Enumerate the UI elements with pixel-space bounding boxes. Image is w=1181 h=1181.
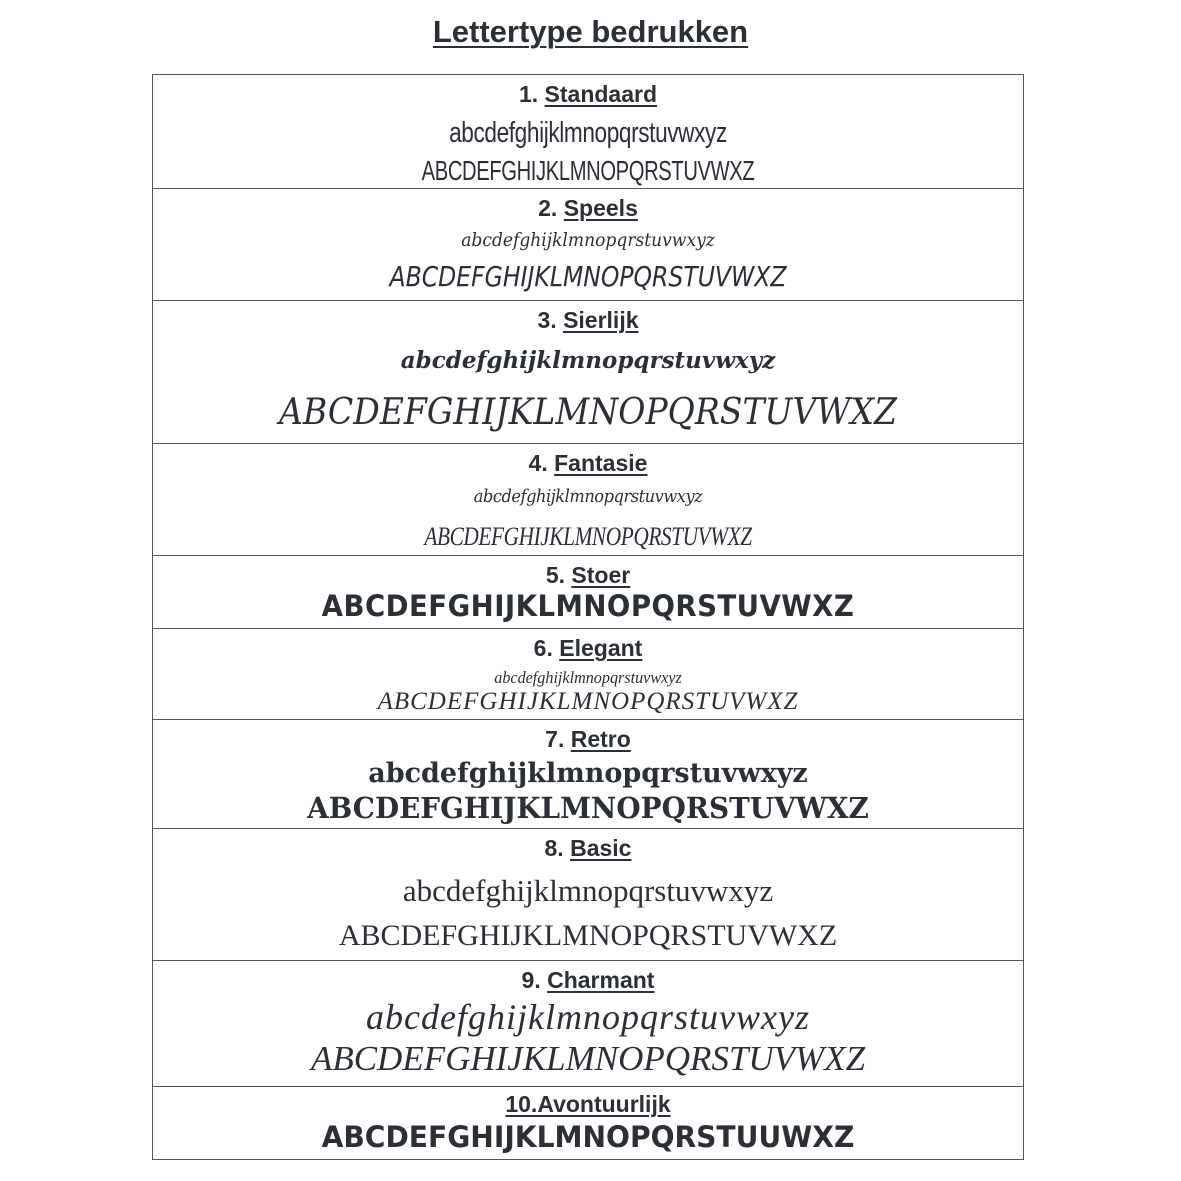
uppercase-sample: ABCDEFGHIJKLMNOPQRSTUVWXZ [321,589,855,623]
font-row-retro [153,720,1023,829]
row-name: Fantasie [554,450,648,476]
row-number: 8. [544,835,564,861]
row-heading [153,564,1023,587]
uppercase-sample: ABCDEFGHIJKLMNOPQRSTUVWXZ [338,919,838,952]
row-name: Stoer [571,562,631,588]
font-row-standaard [153,75,1023,189]
lowercase-sample: abcdefghijklmnopqrstuvwxyz [461,229,715,251]
uppercase-sample: ABCDEFGHIJKLMNOPQRSTUVWXZ [424,522,752,551]
row-heading [153,309,1023,332]
row-name: Sierlijk [563,307,639,333]
font-row-avontuurlijk [153,1087,1023,1159]
uppercase-sample: ABCDEFGHIJKLMNOPQRSTUVWXZ [421,155,755,186]
row-heading [153,969,1023,992]
font-row-fantasie [153,444,1023,556]
lowercase-sample: abcdefghijklmnopqrstuvwxyz [368,758,808,789]
row-heading [153,83,1023,106]
row-number: 4. [528,450,548,476]
row-heading [153,1093,1023,1116]
row-name: Basic [570,835,632,861]
font-row-sierlijk [153,301,1023,444]
row-name: Elegant [559,635,643,661]
row-heading [153,728,1023,751]
row-name: 10.Avontuurlijk [505,1091,671,1117]
row-heading [153,837,1023,860]
uppercase-sample: ABCDEFGHIJKLMNOPQRSTUVWXZ [377,688,799,715]
lowercase-sample: abcdefghijklmnopqrstuvwxyz [402,873,774,908]
lowercase-sample: abcdefghijklmnopqrstuvwxyz [366,997,810,1037]
font-row-basic [153,829,1023,961]
row-heading [153,637,1023,660]
row-number: 1. [518,81,539,107]
row-number: 5. [545,562,565,588]
row-heading [153,197,1023,220]
lowercase-sample: abcdefghijklmnopqrstuvwxyz [449,117,727,149]
font-row-charmant [153,961,1023,1087]
lowercase-sample: abcdefghijklmnopqrstuvwxyz [473,486,703,507]
page-title: Lettertype bedrukken [432,14,749,49]
row-name: Standaard [544,81,658,107]
row-name: Speels [563,195,638,221]
row-number: 2. [538,195,558,221]
font-row-elegant [153,629,1023,720]
row-number: 7. [545,726,565,752]
font-row-stoer [153,556,1023,629]
uppercase-sample: ABCDEFGHIJKLMNOPQRSTUVWXZ [307,791,869,825]
uppercase-sample: ABCDEFGHIJKLMNOPQRSTUVWXZ [278,392,898,433]
row-heading [153,452,1023,475]
row-name: Charmant [547,967,655,993]
row-number: 6. [533,635,553,661]
lowercase-sample: abcdefghijklmnopqrstuvwxyz [400,347,776,374]
lowercase-sample: abcdefghijklmnopqrstuvwxyz [494,668,682,687]
font-row-speels [153,189,1023,301]
uppercase-sample: ABCDEFGHIJKLMNOPQRSTUVWXZ [310,1039,866,1078]
row-number: 3. [537,307,557,333]
uppercase-sample: ABCDEFGHIJKLMNOPQRSTUVWXZ [389,260,787,293]
row-name: Retro [570,726,631,752]
font-table [152,74,1024,1160]
row-number: 9. [521,967,541,993]
uppercase-sample: ABCDEFGHIJKLMNOPQRSTUUWXZ [321,1120,855,1154]
